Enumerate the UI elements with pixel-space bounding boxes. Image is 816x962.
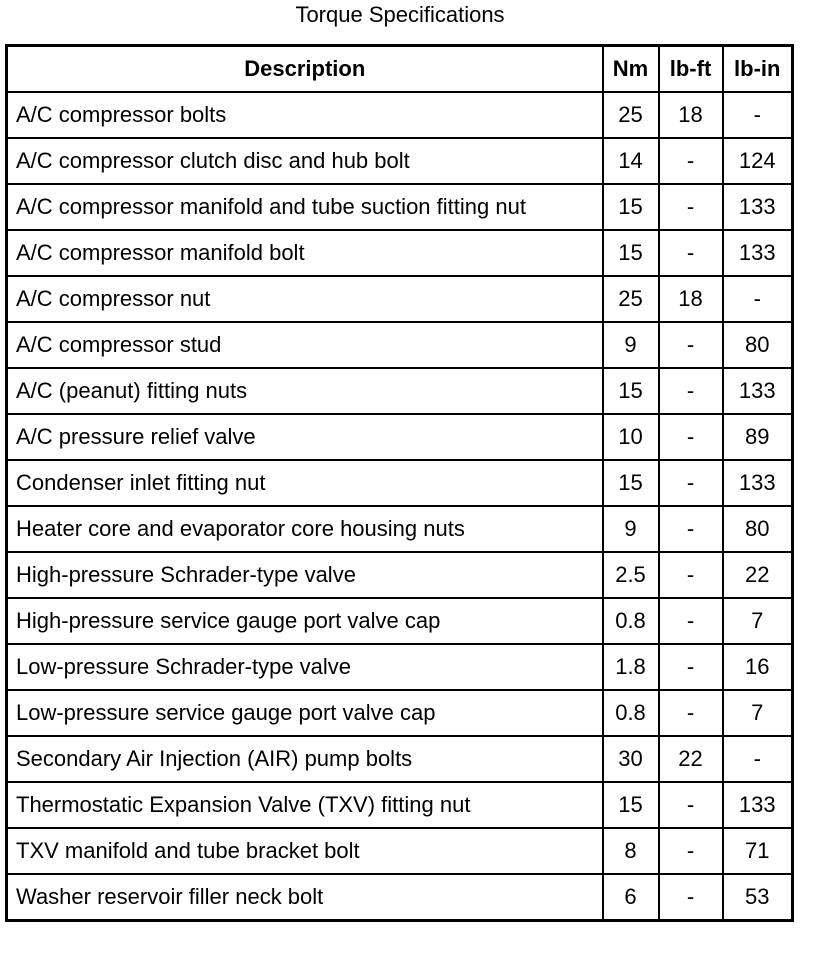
header-description: Description — [7, 46, 603, 93]
cell-nm: 9 — [603, 506, 659, 552]
cell-nm: 15 — [603, 368, 659, 414]
cell-lbft: - — [659, 644, 723, 690]
table-row — [7, 414, 793, 460]
cell-lbft: - — [659, 230, 723, 276]
cell-description: Secondary Air Injection (AIR) pump bolts — [7, 736, 603, 782]
cell-nm: 15 — [603, 230, 659, 276]
cell-description: TXV manifold and tube bracket bolt — [7, 828, 603, 874]
cell-lbin: - — [723, 276, 793, 322]
cell-lbft: - — [659, 552, 723, 598]
cell-lbin: - — [723, 92, 793, 138]
cell-lbft: - — [659, 874, 723, 921]
cell-description: Low-pressure Schrader-type valve — [7, 644, 603, 690]
table-row — [7, 828, 793, 874]
cell-nm: 14 — [603, 138, 659, 184]
cell-nm: 25 — [603, 92, 659, 138]
table-row — [7, 690, 793, 736]
cell-lbin: 133 — [723, 368, 793, 414]
header-lbin: lb-in — [723, 46, 793, 93]
cell-description: High-pressure service gauge port valve cap — [7, 598, 603, 644]
cell-lbft: 22 — [659, 736, 723, 782]
cell-lbft: - — [659, 368, 723, 414]
cell-lbft: - — [659, 460, 723, 506]
cell-lbft: 18 — [659, 276, 723, 322]
table-row — [7, 138, 793, 184]
table-row — [7, 552, 793, 598]
cell-description: Heater core and evaporator core housing nuts — [7, 506, 603, 552]
cell-lbin: 16 — [723, 644, 793, 690]
cell-lbft: - — [659, 690, 723, 736]
cell-description: A/C compressor manifold bolt — [7, 230, 603, 276]
table-row — [7, 874, 793, 921]
cell-nm: 15 — [603, 782, 659, 828]
cell-description: High-pressure Schrader-type valve — [7, 552, 603, 598]
cell-lbin: 89 — [723, 414, 793, 460]
cell-nm: 6 — [603, 874, 659, 921]
cell-description: Thermostatic Expansion Valve (TXV) fitting nut — [7, 782, 603, 828]
table-row — [7, 736, 793, 782]
table-row — [7, 460, 793, 506]
cell-lbft: - — [659, 598, 723, 644]
cell-description: A/C compressor manifold and tube suction fitting nut — [7, 184, 603, 230]
cell-nm: 15 — [603, 184, 659, 230]
table-header-row — [7, 46, 793, 93]
cell-description: A/C (peanut) fitting nuts — [7, 368, 603, 414]
cell-lbft: - — [659, 828, 723, 874]
cell-description: Washer reservoir filler neck bolt — [7, 874, 603, 921]
cell-description: A/C pressure relief valve — [7, 414, 603, 460]
cell-lbft: 18 — [659, 92, 723, 138]
cell-nm: 30 — [603, 736, 659, 782]
header-nm: Nm — [603, 46, 659, 93]
cell-lbin: - — [723, 736, 793, 782]
cell-lbft: - — [659, 506, 723, 552]
cell-lbft: - — [659, 138, 723, 184]
cell-lbft: - — [659, 414, 723, 460]
table-row — [7, 230, 793, 276]
cell-nm: 25 — [603, 276, 659, 322]
cell-lbin: 124 — [723, 138, 793, 184]
cell-lbft: - — [659, 782, 723, 828]
cell-description: A/C compressor nut — [7, 276, 603, 322]
cell-lbft: - — [659, 184, 723, 230]
cell-lbin: 53 — [723, 874, 793, 921]
table-row — [7, 92, 793, 138]
cell-nm: 0.8 — [603, 598, 659, 644]
page-title: Torque Specifications — [295, 2, 505, 27]
table-row — [7, 506, 793, 552]
cell-description: A/C compressor bolts — [7, 92, 603, 138]
cell-lbin: 80 — [723, 506, 793, 552]
cell-lbin: 7 — [723, 598, 793, 644]
table-row — [7, 368, 793, 414]
cell-nm: 10 — [603, 414, 659, 460]
table-row — [7, 184, 793, 230]
cell-nm: 0.8 — [603, 690, 659, 736]
cell-lbin: 133 — [723, 230, 793, 276]
cell-lbin: 7 — [723, 690, 793, 736]
cell-lbft: - — [659, 322, 723, 368]
cell-description: Low-pressure service gauge port valve cap — [7, 690, 603, 736]
cell-nm: 8 — [603, 828, 659, 874]
table-row — [7, 782, 793, 828]
table-row — [7, 322, 793, 368]
cell-nm: 2.5 — [603, 552, 659, 598]
cell-nm: 15 — [603, 460, 659, 506]
cell-lbin: 133 — [723, 184, 793, 230]
header-lbft: lb-ft — [659, 46, 723, 93]
cell-description: A/C compressor clutch disc and hub bolt — [7, 138, 603, 184]
table-body — [7, 92, 793, 921]
cell-lbin: 133 — [723, 782, 793, 828]
cell-lbin: 80 — [723, 322, 793, 368]
cell-description: Condenser inlet fitting nut — [7, 460, 603, 506]
cell-lbin: 22 — [723, 552, 793, 598]
table-row — [7, 644, 793, 690]
torque-spec-table — [5, 44, 794, 922]
cell-lbin: 133 — [723, 460, 793, 506]
cell-nm: 1.8 — [603, 644, 659, 690]
cell-description: A/C compressor stud — [7, 322, 603, 368]
cell-lbin: 71 — [723, 828, 793, 874]
table-row — [7, 276, 793, 322]
cell-nm: 9 — [603, 322, 659, 368]
table-row — [7, 598, 793, 644]
